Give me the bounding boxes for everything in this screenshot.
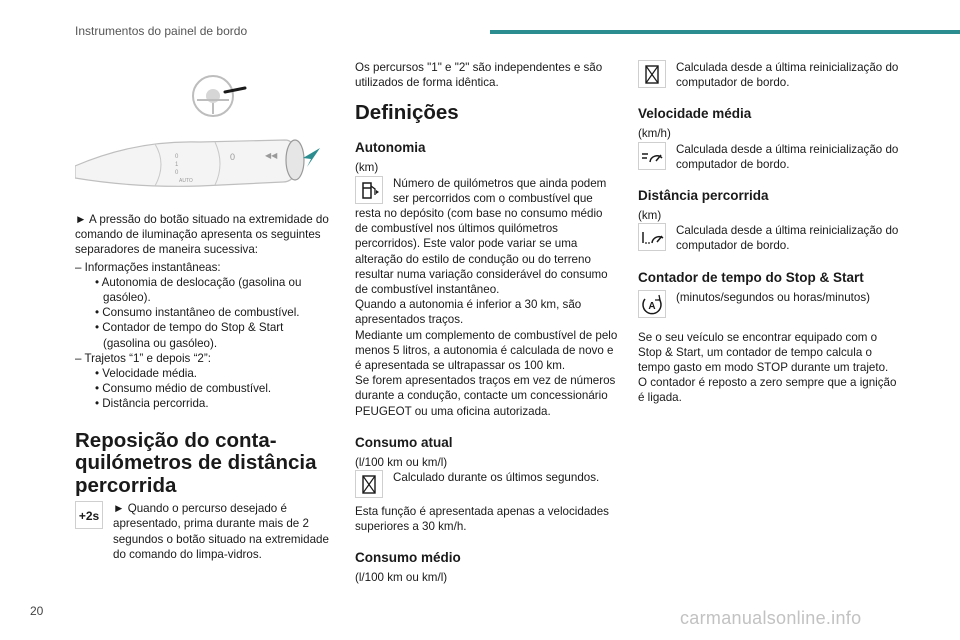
list-subitem: • Autonomia de deslocação (gasolina ou gasóleo).: [95, 275, 302, 305]
reset-instruction: +2s ► Quando o percurso desejado é apresentado, prima durante mais de 2 segundos o botão situado na extremidade do comando do limpa-vidros.: [75, 501, 330, 562]
list-subitem: • Contador de tempo do Stop & Start (gasolina ou gasóleo).: [95, 321, 284, 350]
column-middle: Os percursos "1" e "2" são independentes e são utilizados de forma idêntica. Definições Autonomia (km) Número de quilómetros que ainda podem ser percorridos com o combustível que resta no depósito (com base no consumo médio de combustível nos últimos quilómetros percorridos). Este valor pode variar se uma alteração do estilo de condução ou do terreno resultar numa variação considerável do consumo de combustível instantâneo. Quando a autonomia é inferior a 30 km, são apresentados traços. Mediante um complemento de combustível de pelo menos 5 litros, a autonomia é calculada de novo e é apresentada se ultrapassar os 100 km. Se forem apresentados traços em vez de números durante a condução, contacte um concessionário PEUGEOT ou uma oficina autorizada. Consumo atual (l/100 km ou km/l) Calculado durante os últimos segundos. Esta função é apresentada apenas a velocidades superiores a 30 km/h. Consumo médio (l/100 km ou km/l): [355, 61, 618, 585]
running-header: Instrumentos do painel de bordo: [75, 24, 248, 38]
autonomia-heading: Autonomia: [355, 140, 426, 156]
svg-text:0: 0: [175, 170, 179, 176]
list-subitem: • Distância percorrida.: [95, 397, 209, 411]
watermark: carmanualsonline.info: [680, 608, 862, 628]
vel-heading: Velocidade média: [638, 106, 752, 122]
fuel-pump-icon: [355, 176, 383, 204]
list-item: – Trajetos “1” e depois “2”: • Velocidade média. • Consumo médio de combustível. • Distância percorrida.: [75, 351, 330, 412]
paragraph: Mediante um complemento de combustível de pelo menos 5 litros, a autonomia é calculada de novo e é apresentada se ultrapassar os 100 km.: [355, 328, 618, 373]
unit-label: (km): [355, 161, 379, 175]
average-speed-icon: [638, 142, 666, 170]
svg-text:A: A: [648, 300, 656, 312]
hold-2s-icon: [75, 501, 103, 529]
list-subitem: • Velocidade média.: [95, 367, 198, 381]
paragraph: Esta função é apresentada apenas a velocidades superiores a 30 km/h.: [355, 505, 609, 534]
svg-text:0: 0: [230, 152, 236, 162]
paragraph: Quando a autonomia é inferior a 30 km, são apresentados traços.: [355, 298, 582, 327]
intro-paragraph: ► A pressão do botão situado na extremidade do comando de iluminação apresenta os seguintes separadores de maneira sucessiva:: [75, 213, 329, 257]
paragraph: O contador é reposto a zero sempre que a ignição é ligada.: [638, 376, 897, 405]
stop-start-heading: Contador de tempo do Stop & Start: [638, 269, 864, 285]
press-arrow-icon: [303, 148, 320, 167]
column-left: [75, 212, 330, 562]
svg-text:0: 0: [175, 154, 179, 160]
fuel-consumption-icon: [638, 60, 666, 88]
paragraph: Os percursos "1" e "2" são independentes e são utilizados de forma idêntica.: [355, 61, 603, 90]
dist-heading: Distância percorrida: [638, 188, 769, 204]
distance-icon: [638, 223, 666, 251]
paragraph: resta no depósito (com base no consumo médio de combustível nos últimos quilómetros percorridos). Este valor pode variar se uma alteração do estilo de condução ou do terreno resultar numa variação considerável do consumo de combustível instantâneo.: [355, 207, 608, 297]
unit-label: (km): [638, 209, 662, 223]
paragraph: Se o seu veículo se encontrar equipado com o Stop & Start, um contador de tempo calcula o tempo gasto em modo STOP durante um trajeto.: [638, 330, 889, 375]
reset-heading: Reposição do conta-quilómetros de distância percorrida: [75, 428, 317, 497]
svg-text:1: 1: [175, 162, 179, 168]
lighting-stalk-illustration: [75, 70, 330, 200]
list-subitem: • Consumo médio de combustível.: [95, 382, 272, 396]
page-number: 20: [30, 604, 44, 618]
header-accent-bar: [490, 30, 960, 34]
paragraph: Se forem apresentados traços em vez de números durante a condução, contacte um concessionário PEUGEOT ou uma oficina autorizada.: [355, 374, 616, 418]
svg-text:+2s: +2s: [78, 509, 100, 524]
consumo-medio-heading: Consumo médio: [355, 550, 461, 566]
consumo-atual-heading: Consumo atual: [355, 434, 453, 450]
column-right: Calculada desde a última reinicialização do computador de bordo. Velocidade média (km/h) Calculada desde a última reinicialização do computador de bordo. Distância percorrida (km) Calculada desde a última reinicialização do computador de bordo. Contador de tempo do Stop & Start A (minutos/segundos ou horas/minutos) Se o seu veículo se encontrar equipado com o Stop & Start, um contador de tempo calcula o tempo gasto em modo STOP durante um trajeto. O contador é reposto a zero sempre que a ignição é ligada.: [638, 60, 903, 406]
unit-label: (l/100 km ou km/l): [355, 571, 448, 585]
info-list: [75, 260, 330, 412]
svg-text:AUTO: AUTO: [179, 178, 193, 184]
definitions-heading: Definições: [355, 101, 459, 125]
list-subitem: • Consumo instantâneo de combustível.: [95, 306, 300, 320]
unit-label: (km/h): [638, 127, 671, 141]
stop-start-icon: [638, 290, 666, 318]
fuel-consumption-icon: [355, 470, 383, 498]
list-item: – Informações instantâneas: • Autonomia de deslocação (gasolina ou gasóleo). • Consumo instantâneo de combustível. • Contador de tempo do Stop & Start (gasolina ou gasóleo).: [75, 260, 330, 351]
unit-label: (l/100 km ou km/l): [355, 455, 448, 469]
svg-text:◀◀: ◀◀: [265, 151, 278, 160]
